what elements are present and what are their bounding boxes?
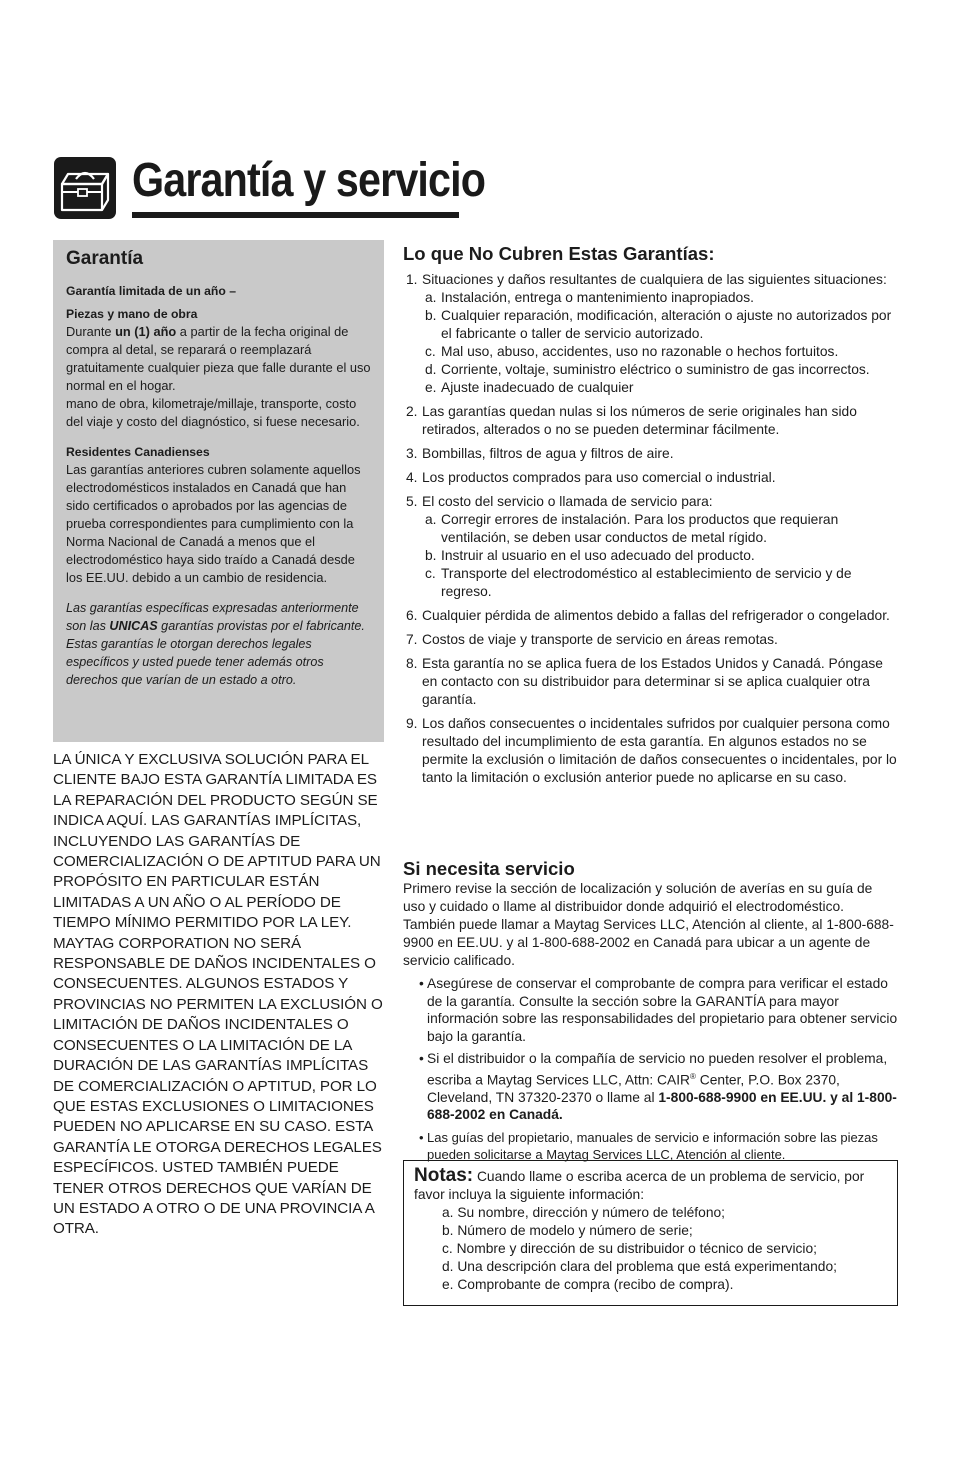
exclusion-subitem xyxy=(422,307,898,343)
warranty-heading: Garantía xyxy=(66,248,144,269)
subitem-letter: c. xyxy=(425,566,436,581)
exclusion-number: 2. xyxy=(406,404,418,419)
exclusion-text: Los daños consecuentes o incidentales sufridos por cualquier persona como resultado del incumplimiento de esta garantía. En algunos estados no se permite la exclusión o limitación de daños consecuentes o incidentales, por lo tanto la limitación o exclusión anterior puede no aplicarse en su caso. xyxy=(422,716,897,785)
exclusion-number: 4. xyxy=(406,470,418,485)
page-header xyxy=(54,154,486,221)
title-underline xyxy=(132,212,459,218)
exclusion-text: Esta garantía no se aplica fuera de los Estados Unidos y Canadá. Póngase en contacto con su distribuidor para determinar si se aplica cualquier otra garantía. xyxy=(422,656,883,707)
subitem-letter: a. xyxy=(425,290,437,305)
canadian-residents-title: Residentes Canadienses xyxy=(66,445,210,459)
exclusion-number: 3. xyxy=(406,446,418,461)
exclusion-subitem xyxy=(422,565,898,601)
notes-item: a. Su nombre, dirección y número de teléfono; xyxy=(442,1205,725,1220)
subitem-letter: c. xyxy=(425,344,436,359)
notes-item: c. Nombre y dirección de su distribuidor o técnico de servicio; xyxy=(442,1241,817,1256)
service-bullet: • Las guías del propietario, manuales de servicio e información sobre las piezas pueden solicitarse a Maytag Services LLC, Atención al cliente. xyxy=(419,1129,878,1162)
notes-list xyxy=(414,1204,887,1294)
bullet-icon: • xyxy=(419,976,424,991)
service-intro: Primero revise la sección de localización y solución de averías en su guía de uso y cuidado o llame al distribuidor donde adquirió el electrodoméstico. También puede llamar a Maytag Services LLC, Atención al cliente, al 1-800-688-9900 en EE.UU. y al 1-800-688-2002 en Canadá para ubicar a un agente de servicio calificado. xyxy=(403,881,894,968)
exclusion-item xyxy=(403,715,898,787)
subitem-text: Instruir al usuario en el uso adecuado del producto. xyxy=(441,548,755,563)
exclusion-subitem xyxy=(422,361,898,379)
exclusion-item xyxy=(403,469,898,487)
exclusion-number: 1. xyxy=(406,272,418,287)
warranty-paragraph-1: Durante un (1) año a partir de la fecha original de compra al detal, se reparará o reemplazará gratuitamente cualquier pieza que falle durante el uso normal en el hogar. xyxy=(66,324,371,393)
exclusion-text: Bombillas, filtros de agua y filtros de aire. xyxy=(422,446,674,461)
exclusive-remedy-text: LA ÚNICA Y EXCLUSIVA SOLUCIÓN PARA EL CLIENTE BAJO ESTA GARANTÍA LIMITADA ES LA REPARACIÓN DEL PRODUCTO SEGÚN SE INDICA AQUÍ. LAS GARANTÍAS IMPLÍCITAS, INCLUYENDO LAS GARANTÍAS DE COMERCIALIZACIÓN O DE APTITUD PARA UN PROPÓSITO EN PARTICULAR ESTÁN LIMITADAS A UN AÑO O AL PERÍODO DE TIEMPO MÍNIMO PERMITIDO POR LA LEY. MAYTAG CORPORATION NO SERÁ RESPONSABLE DE DAÑOS INCIDENTALES O CONSECUENTES. ALGUNOS ESTADOS Y PROVINCIAS NO PERMITEN LA EXCLUSIÓN O LIMITACIÓN DE DAÑOS INCIDENTALES O CONSECUENTES O LA LIMITACIÓN DE LA DURACIÓN DE LAS GARANTÍAS IMPLÍCITAS DE COMERCIALIZACIÓN O APTITUD, POR LO QUE ESTAS EXCLUSIONES O LIMITACIONES PUEDEN NO APLICARSE EN SU CASO. ESTA GARANTÍA LE OTORGA DERECHOS LEGALES ESPECÍFICOS. USTED TAMBIÉN PUEDE TENER OTROS DERECHOS QUE VARÍAN DE UN ESTADO A OTRO O DE UNA PROVINCIA A OTRA. xyxy=(53,751,383,1238)
exclusion-text: Las garantías quedan nulas si los números de serie originales han sido retirados, alterados o no se pueden determinar fácilmente. xyxy=(422,404,857,437)
parts-labor-title: Piezas y mano de obra xyxy=(66,307,198,321)
exclusion-item xyxy=(403,445,898,463)
notes-item: e. Comprobante de compra (recibo de compra). xyxy=(442,1277,734,1292)
exclusion-item xyxy=(403,493,898,601)
notes-item: b. Número de modelo y número de serie; xyxy=(442,1223,693,1238)
subitem-text: Transporte del electrodoméstico al establecimiento de servicio y de regreso. xyxy=(441,566,852,599)
toolbox-icon xyxy=(54,157,116,219)
notes-item: d. Una descripción clara del problema que está experimentando; xyxy=(442,1259,837,1274)
subitem-text: Corriente, voltaje, suministro eléctrico o suministro de gas incorrectos. xyxy=(441,362,870,377)
exclusions-list xyxy=(403,271,898,787)
subitem-text: Mal uso, abuso, accidentes, uso no razonable o hechos fortuitos. xyxy=(441,344,839,359)
subitem-text: Instalación, entrega o mantenimiento inapropiados. xyxy=(441,290,754,305)
exclusion-item xyxy=(403,271,898,397)
exclusions-heading: Lo que No Cubren Estas Garantías: xyxy=(403,243,715,264)
bullet-icon: • xyxy=(419,1129,424,1145)
service-heading: Si necesita servicio xyxy=(403,858,575,879)
exclusion-number: 6. xyxy=(406,608,418,623)
bullet-icon: • xyxy=(419,1051,424,1066)
subitem-letter: e. xyxy=(425,380,437,395)
exclusion-item xyxy=(403,655,898,709)
exclusion-text: Costos de viaje y transporte de servicio en áreas remotas. xyxy=(422,632,778,647)
warranty-box xyxy=(53,240,384,742)
exclusion-text: Los productos comprados para uso comercial o industrial. xyxy=(422,470,776,485)
subitem-letter: b. xyxy=(425,548,437,563)
exclusion-text: El costo del servicio o llamada de servicio para: xyxy=(422,494,713,509)
notes-label: Notas: xyxy=(414,1165,474,1186)
subitem-letter: a. xyxy=(425,512,437,527)
notes-box xyxy=(403,1160,898,1306)
subitem-letter: b. xyxy=(425,308,437,323)
exclusion-number: 9. xyxy=(406,716,418,731)
subitem-text: Cualquier reparación, modificación, alteración o ajuste no autorizados por el fabricante o taller de servicio autorizado. xyxy=(441,308,892,341)
subitem-text: Corregir errores de instalación. Para los productos que requieran ventilación, se deben usar conductos de metal rígido. xyxy=(441,512,839,545)
exclusion-item xyxy=(403,403,898,439)
subitem-text: Ajuste inadecuado de cualquier xyxy=(441,380,634,395)
exclusion-number: 5. xyxy=(406,494,418,509)
notes-intro: Notas: Cuando llame o escriba acerca de un problema de servicio, por favor incluya la siguiente información: xyxy=(414,1165,865,1202)
exclusion-number: 7. xyxy=(406,632,418,647)
exclusion-item xyxy=(403,631,898,649)
exclusion-item xyxy=(403,607,898,625)
service-bullet: • Si el distribuidor o la compañía de servicio no pueden resolver el problema, escriba a Maytag Services LLC, Attn: CAIR® Center, P.O. Box 2370, Cleveland, TN 37320-2370 o llame al 1-800-688-9900 en EE.UU. y al 1-800-688-2002 en Canadá. xyxy=(419,1051,897,1123)
canadian-residents-text: Las garantías anteriores cubren solamente aquellos electrodomésticos instalados en Canadá que han sido certificados o aprobados por las agencias de prueba correspondientes para cumplimiento con la Norma Nacional de Canadá a menos que el electrodoméstico haya sido traído a Canadá desde los EE.UU. debido a un cambio de residencia. xyxy=(66,462,361,585)
warranty-paragraph-2: mano de obra, kilometraje/millaje, transporte, costo del viaje y costo del diagnóstico, si fuese necesario. xyxy=(66,396,360,429)
service-section xyxy=(403,858,898,1163)
exclusion-subitem xyxy=(422,343,898,361)
exclusion-subitem xyxy=(422,547,898,565)
exclusion-subitem xyxy=(422,511,898,547)
exclusion-subitem xyxy=(422,379,898,397)
service-bullet: • Asegúrese de conservar el comprobante de compra para verificar el estado de la garantía. Consulte la sección sobre la GARANTÍA para mayor información sobre las responsabilidades del propietario para obtener servicio bajo la garantía. xyxy=(419,976,898,1044)
exclusion-subitem xyxy=(422,289,898,307)
exclusions-section xyxy=(403,243,898,793)
specific-warranties-note: Las garantías específicas expresadas anteriormente son las UNICAS garantías provistas por el fabricante. Estas garantías le otorgan derechos legales específicos y usted puede tener además otros derechos que varían de un estado a otro. xyxy=(66,601,365,687)
exclusion-text: Cualquier pérdida de alimentos debido a fallas del refrigerador o congelador. xyxy=(422,608,890,623)
limited-warranty-title: Garantía limitada de un año – xyxy=(66,284,236,298)
subitem-letter: d. xyxy=(425,362,437,377)
exclusion-number: 8. xyxy=(406,656,418,671)
exclusion-text: Situaciones y daños resultantes de cualquiera de las siguientes situaciones: xyxy=(422,272,887,287)
page-title: Garantía y servicio xyxy=(132,154,486,207)
